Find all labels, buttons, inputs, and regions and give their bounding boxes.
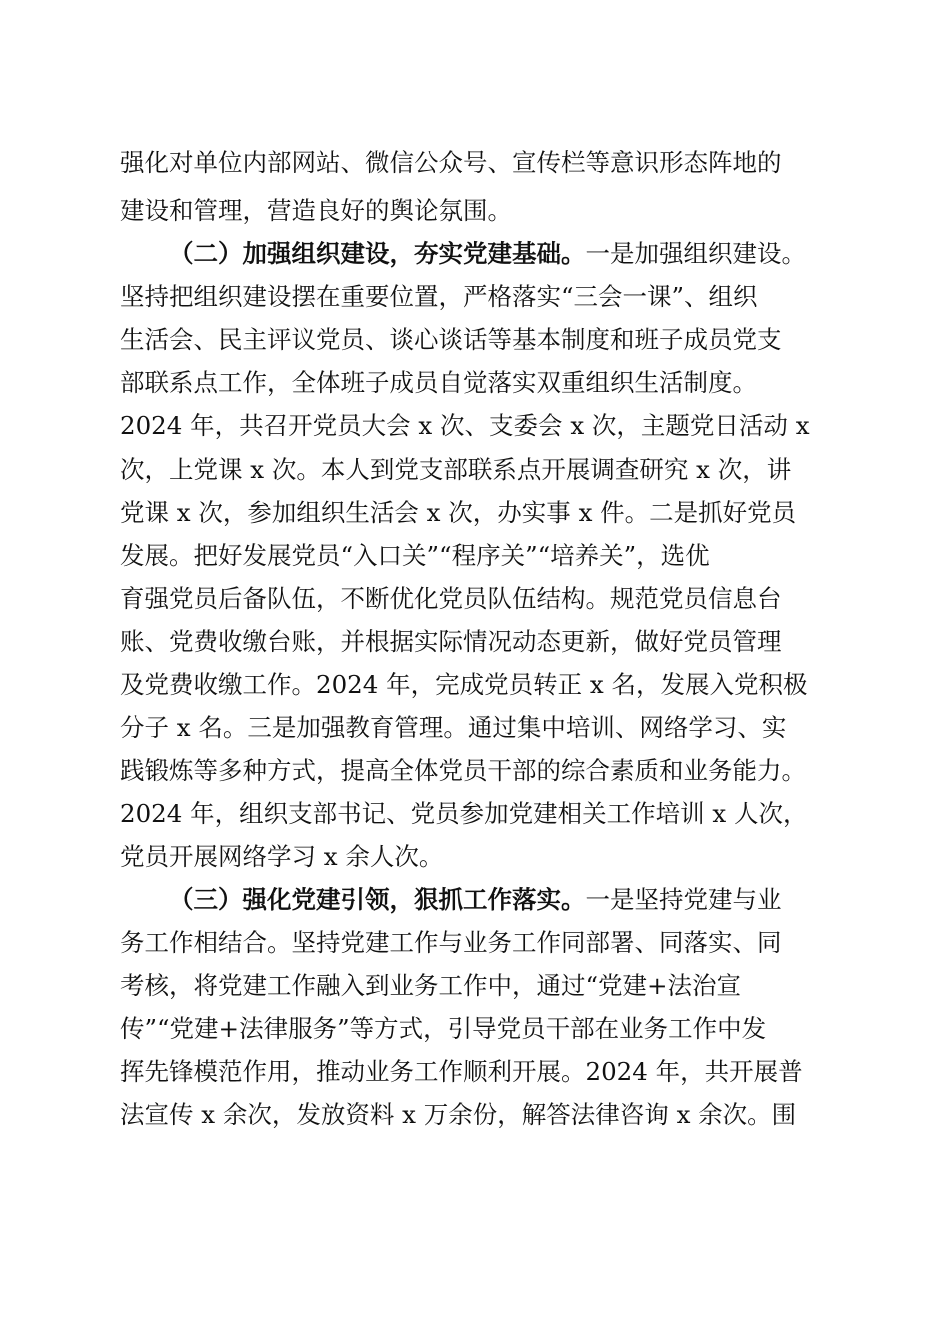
text-span: 次，上党课 x 次。本人到党支部联系点开展调查研究 x 次，讲 bbox=[120, 455, 792, 484]
text-line bbox=[120, 833, 443, 881]
text-line bbox=[120, 273, 758, 321]
text-span: 一是坚持党建与业 bbox=[585, 885, 782, 914]
text-line bbox=[120, 1005, 766, 1053]
text-span: 坚持把组织建设摆在重要位置，严格落实“三会一课”、组织 bbox=[120, 282, 758, 311]
text-line bbox=[120, 661, 808, 709]
text-span: 挥先锋模范作用，推动业务工作顺利开展。2024 年，共开展普 bbox=[120, 1057, 803, 1086]
section-heading-line bbox=[169, 876, 782, 924]
text-span: 生活会、民主评议党员、谈心谈话等基本制度和班子成员党支 bbox=[120, 325, 782, 354]
text-span: 育强党员后备队伍，不断优化党员队伍结构。规范党员信息台 bbox=[120, 584, 782, 613]
text-span: 践锻炼等多种方式，提高全体党员干部的综合素质和业务能力。 bbox=[120, 756, 806, 785]
text-line bbox=[120, 962, 741, 1010]
section-heading: （三）强化党建引领，狠抓工作落实。 bbox=[169, 885, 586, 914]
text-line bbox=[120, 316, 782, 364]
text-span: 强化对单位内部网站、微信公众号、宣传栏等意识形态阵地的 bbox=[120, 148, 782, 177]
section-heading-line bbox=[169, 230, 806, 278]
text-span: 务工作相结合。坚持党建工作与业务工作同部署、同落实、同 bbox=[120, 928, 782, 957]
text-span: 2024 年，共召开党员大会 x 次、支委会 x 次，主题党日活动 x bbox=[120, 411, 810, 440]
text-line bbox=[120, 402, 810, 450]
text-span: 分子 x 名。三是加强教育管理。通过集中培训、网络学习、实 bbox=[120, 713, 787, 742]
text-span: 建设和管理，营造良好的舆论氛围。 bbox=[120, 196, 512, 225]
text-span: 及党费收缴工作。2024 年，完成党员转正 x 名，发展入党积极 bbox=[120, 670, 808, 699]
text-span: 发展。把好发展党员“入口关”“程序关”“培养关”，选优 bbox=[120, 541, 710, 570]
text-span: 部联系点工作，全体班子成员自觉落实双重组织生活制度。 bbox=[120, 368, 757, 397]
text-span: 账、党费收缴台账，并根据实际情况动态更新，做好党员管理 bbox=[120, 627, 782, 656]
text-line bbox=[120, 446, 791, 494]
text-line bbox=[120, 575, 782, 623]
text-line bbox=[120, 489, 796, 537]
text-span: 党员开展网络学习 x 余人次。 bbox=[120, 842, 444, 871]
text-line bbox=[120, 139, 782, 187]
text-span: 传”“党建+法律服务”等方式，引导党员干部在业务工作中发 bbox=[120, 1014, 767, 1043]
text-line bbox=[120, 1048, 803, 1096]
text-line bbox=[120, 919, 782, 967]
text-span: 2024 年，组织支部书记、党员参加党建相关工作培训 x 人次， bbox=[120, 799, 808, 828]
text-line bbox=[120, 618, 782, 666]
text-span: 一是加强组织建设。 bbox=[585, 239, 806, 268]
text-line bbox=[120, 187, 512, 235]
text-line bbox=[120, 532, 710, 580]
text-line bbox=[120, 359, 757, 407]
text-line bbox=[120, 1091, 796, 1139]
text-line bbox=[120, 747, 806, 795]
text-line bbox=[120, 790, 808, 838]
section-heading: （二）加强组织建设，夯实党建基础。 bbox=[169, 239, 586, 268]
text-span: 考核，将党建工作融入到业务工作中，通过“党建+法治宣 bbox=[120, 971, 742, 1000]
text-span: 党课 x 次，参加组织生活会 x 次，办实事 x 件。二是抓好党员 bbox=[120, 498, 797, 527]
text-span: 法宣传 x 余次，发放资料 x 万余份，解答法律咨询 x 余次。围 bbox=[120, 1100, 797, 1129]
text-line bbox=[120, 704, 786, 752]
